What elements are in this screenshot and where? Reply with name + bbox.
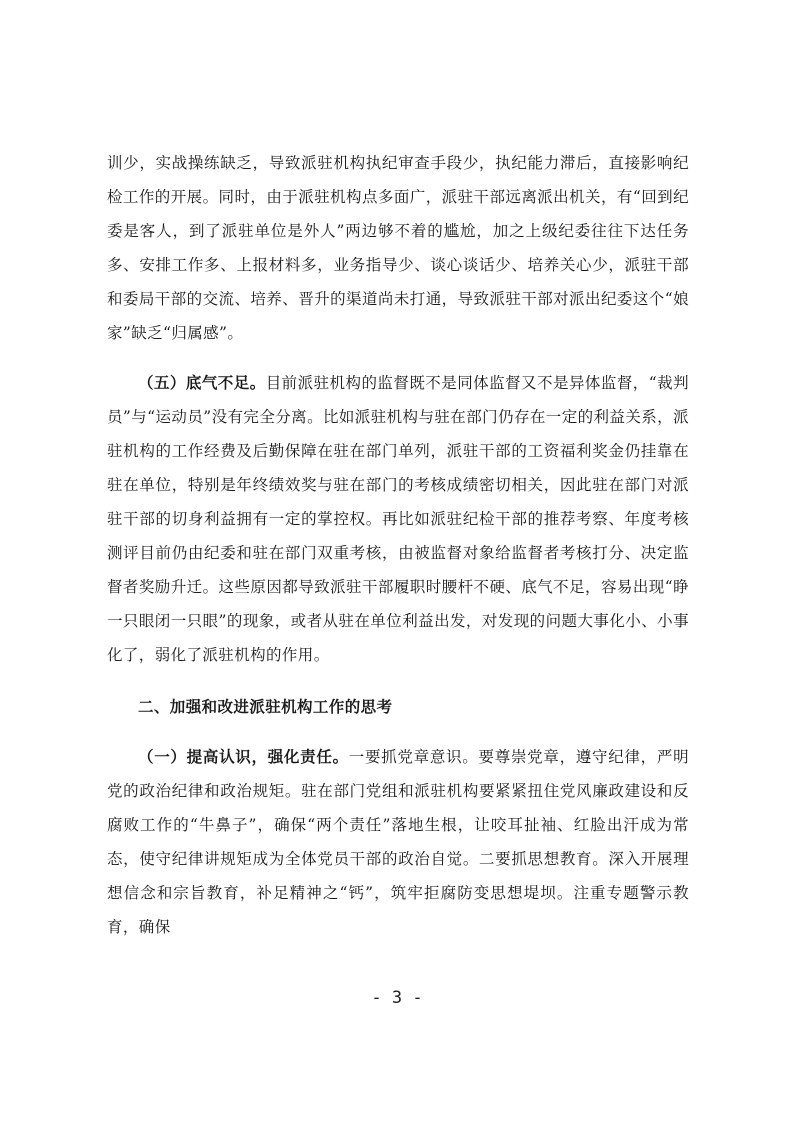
paragraph-lead-heading: （一）提高认识，强化责任。 xyxy=(138,747,349,766)
paragraph-spacer xyxy=(107,724,689,740)
paragraph-continuation: 训少，实战操练缺乏，导致派驻机构执纪审查手段少，执纪能力滞后，直接影响纪检工作的开展。同时，由于派驻机构点多面广，派驻干部远离派出机关，有“回到纪委是客人，到了派驻单位是外人”两边够不着的尴尬，加之上级纪委往往下达任务多、安排工作多、上报材料多，业务指导少、谈心谈话少、培养关心少，派驻干部和委局干部的交流、培养、晋升的渠道尚未打通，导致派驻干部对派出纪委这个“娘家”缺乏“归属感”。 xyxy=(107,154,689,342)
paragraph-insufficient-confidence xyxy=(107,366,689,672)
paragraph-body-text: 一要抓党章意识。要尊崇党章，遵守纪律，严明党的政治纪律和政治规矩。驻在部门党组和派驻机构要紧紧扭住党风廉政建设和反腐败工作的“牛鼻子”，确保“两个责任”落地生根，让咬耳扯袖、红脸出汗成为常态，使守纪律讲规矩成为全体党员干部的政治自觉。二要抓思想教育。深入开展理想信念和宗旨教育，补足精神之“钙”，筑牢拒腐防变思想堤坝。注重专题警示教育，确保 xyxy=(107,748,689,936)
paragraph-spacer xyxy=(107,672,689,690)
paragraph-spacer xyxy=(107,350,689,366)
paragraph-lead-heading: （五）底气不足。 xyxy=(138,373,266,392)
paragraph-body-text: 目前派驻机构的监督既不是同体监督又不是异体监督，“裁判员”与“运动员”没有完全分离。比如派驻机构与驻在部门仍存在一定的利益关系，派驻机构的工作经费及后勤保障在驻在部门单列，派驻干部的工资福利奖金仍挂靠在驻在单位，特别是年终绩效奖与驻在部门的考核成绩密切相关，因此驻在部门对派驻干部的切身利益拥有一定的掌控权。再比如派驻纪检干部的推荐考察、年度考核测评目前仍由纪委和驻在部门双重考核，由被监督对象给监督者考核打分、决定监督者奖励升迁。这些原因都导致派驻干部履职时腰杆不硬、底气不足，容易出现“睁一只眼闭一只眼”的现象，或者从驻在单位利益出发，对发现的问题大事化小、小事化了，弱化了派驻机构的作用。 xyxy=(107,374,689,664)
paragraph-raise-awareness xyxy=(107,740,689,944)
document-page xyxy=(107,146,689,944)
section-heading: 二、加强和改进派驻机构工作的思考 xyxy=(138,697,393,716)
page-number: - 3 - xyxy=(371,988,423,1008)
